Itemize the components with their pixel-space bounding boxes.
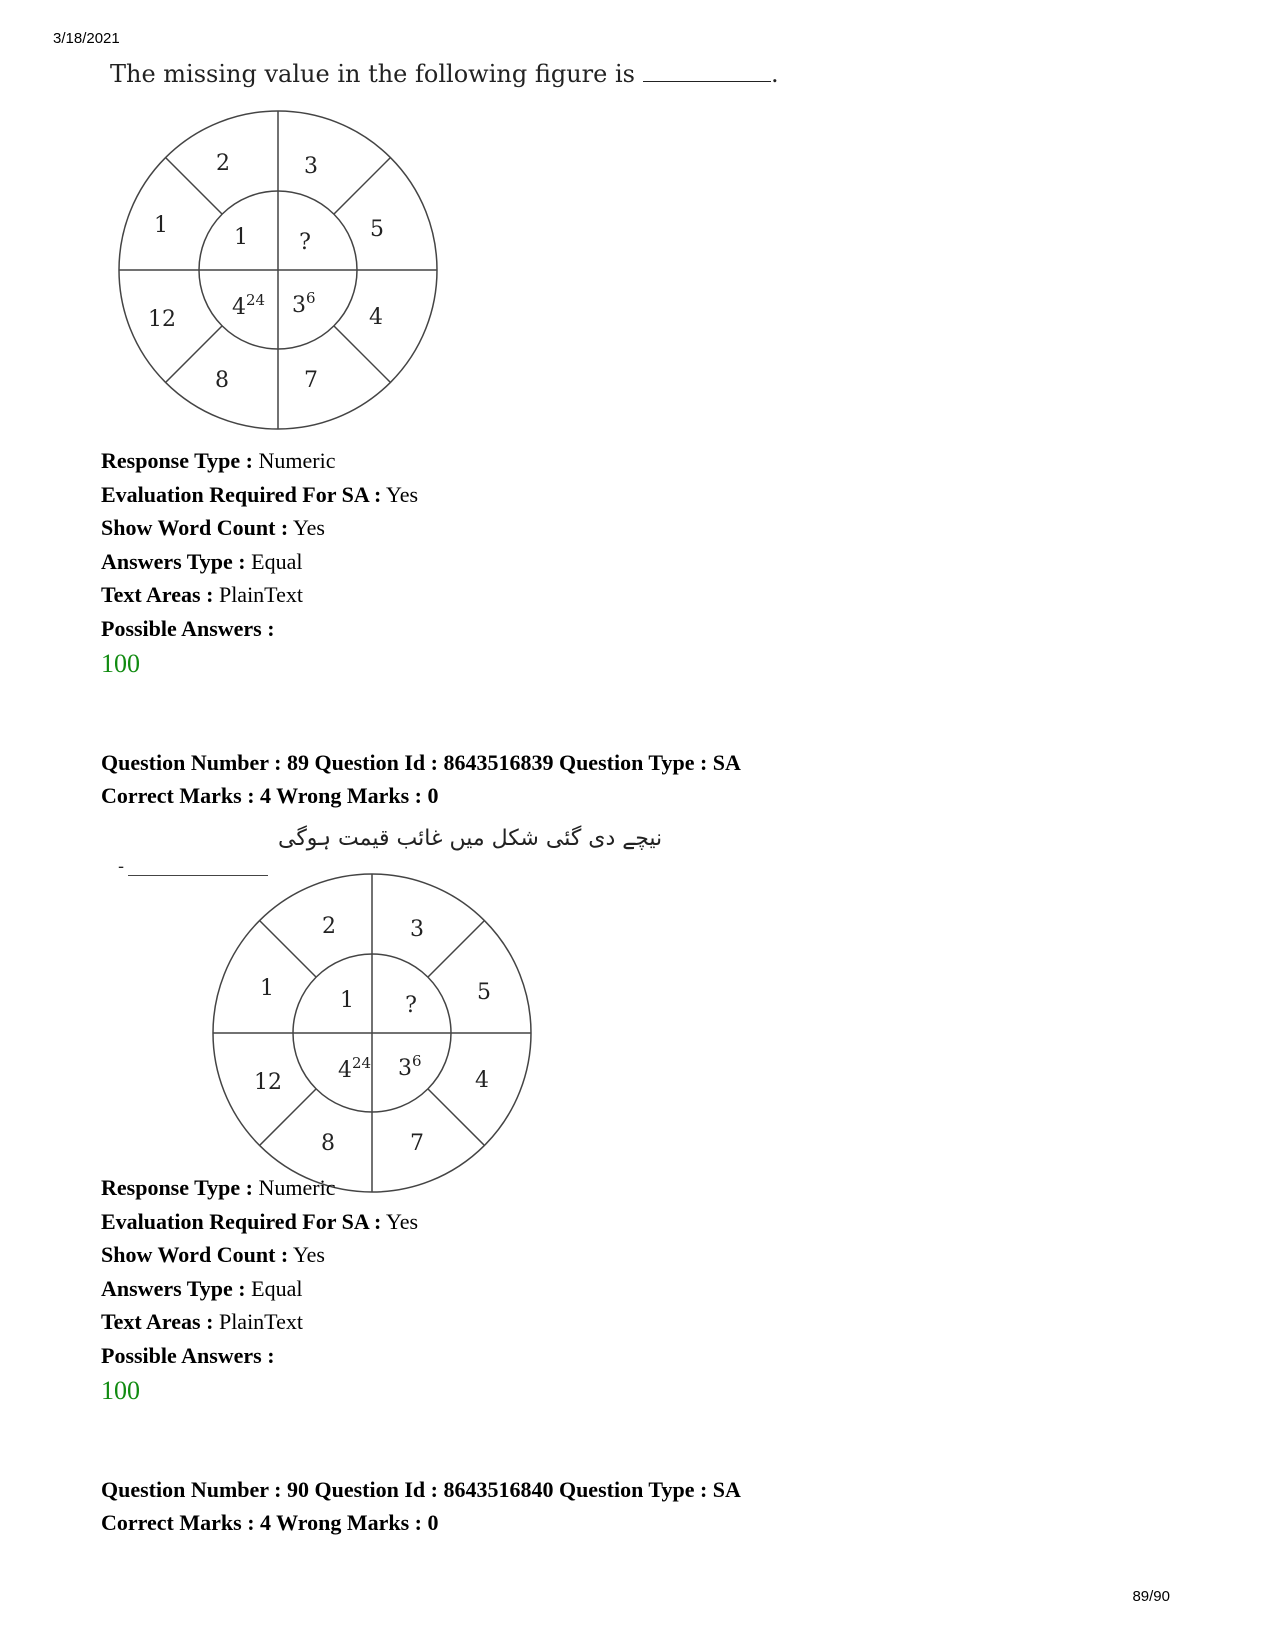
urdu-dash: - [118, 856, 125, 877]
exponent-value: 24 [246, 291, 266, 309]
outer-value: 4 [475, 1068, 489, 1093]
question-89-text [118, 826, 663, 877]
question-89-header [101, 746, 741, 812]
outer-value: 3 [410, 917, 424, 942]
outer-value: 5 [370, 217, 384, 242]
show-word-count-row [101, 1238, 418, 1272]
field-label: Response Type : [101, 1175, 253, 1200]
diagonal-divider [260, 1089, 316, 1145]
outer-value: 4 [369, 305, 383, 330]
outer-value: 1 [154, 213, 168, 238]
base-value: 4 [232, 295, 246, 320]
question-90-header [101, 1473, 741, 1539]
answers-type-row [101, 1272, 418, 1306]
outer-value: 2 [216, 151, 230, 176]
answer-blank-line [643, 81, 771, 82]
field-value: Numeric [258, 448, 336, 473]
outer-value: 8 [215, 368, 229, 393]
field-label: Show Word Count : [101, 1242, 289, 1267]
diagonal-divider [166, 326, 222, 382]
field-label: Answers Type : [101, 548, 246, 574]
evaluation-required-row [101, 1205, 418, 1239]
outer-value: 12 [254, 1070, 282, 1095]
field-label: Answers Type : [101, 1275, 246, 1301]
outer-value: 12 [148, 307, 176, 332]
field-value: Yes [386, 481, 419, 507]
question-88-period: . [770, 60, 779, 88]
diagonal-divider [166, 158, 222, 214]
outer-value: 5 [477, 980, 491, 1005]
inner-power-value [338, 1054, 371, 1083]
field-label: Response Type : [101, 448, 253, 473]
field-value: Equal [251, 1275, 303, 1301]
possible-answers-row [101, 1339, 418, 1373]
diagonal-divider [260, 921, 316, 977]
field-value: Numeric [258, 1175, 336, 1200]
question-88-figure [108, 108, 448, 438]
inner-value: 1 [234, 225, 248, 250]
outer-value: 7 [304, 368, 318, 393]
text-areas-row [101, 1305, 418, 1339]
outer-value: 8 [321, 1131, 335, 1156]
base-value: 4 [338, 1058, 352, 1083]
outer-value: 7 [410, 1131, 424, 1156]
field-label: Possible Answers : [101, 1342, 275, 1368]
inner-power-value [398, 1052, 422, 1081]
inner-power-value [292, 289, 316, 318]
exponent-value: 6 [412, 1052, 422, 1070]
field-value: Yes [386, 1208, 419, 1234]
question-89-id-line: Question Number : 89 Question Id : 8643516839 Question Type : SA [101, 750, 741, 775]
field-value: Yes [292, 1242, 325, 1267]
field-label: Show Word Count : [101, 515, 289, 540]
page-number: 89/90 [1132, 1588, 1170, 1605]
answers-type-row [101, 545, 418, 579]
field-value: PlainText [218, 582, 303, 607]
question-88-text [110, 60, 779, 88]
possible-answers-row [101, 612, 418, 646]
question-89-figure [202, 870, 542, 1200]
print-date: 3/18/2021 [53, 30, 120, 47]
diagonal-divider [428, 1089, 484, 1145]
diagonal-divider [428, 921, 484, 977]
evaluation-required-row [101, 478, 418, 512]
field-value: Yes [292, 515, 325, 540]
question-90-marks-line: Correct Marks : 4 Wrong Marks : 0 [101, 1510, 439, 1535]
inner-value: 1 [340, 988, 354, 1013]
diagonal-divider [334, 326, 390, 382]
question-88-prompt: The missing value in the following figure is [110, 60, 635, 88]
inner-missing-value: ? [405, 993, 417, 1018]
outer-value: 2 [322, 914, 336, 939]
exponent-value: 6 [306, 289, 316, 307]
outer-value: 3 [304, 154, 318, 179]
possible-answer-value: 100 [101, 1376, 140, 1405]
inner-missing-value: ? [299, 230, 311, 255]
response-type-row [101, 444, 418, 478]
question-90-id-line: Question Number : 90 Question Id : 8643516840 Question Type : SA [101, 1477, 741, 1502]
field-value: PlainText [218, 1309, 303, 1334]
question-88-meta [101, 444, 418, 683]
question-89-urdu-prompt: نیچے دی گئی شکل میں غائب قیمت ہوگی [278, 826, 663, 851]
inner-power-value [232, 291, 265, 320]
possible-answer-value: 100 [101, 649, 140, 678]
field-label: Evaluation Required For SA : [101, 481, 382, 507]
question-89-meta [101, 1171, 418, 1410]
text-areas-row [101, 578, 418, 612]
response-type-row [101, 1171, 418, 1205]
field-value: Equal [251, 548, 303, 574]
show-word-count-row [101, 511, 418, 545]
question-89-marks-line: Correct Marks : 4 Wrong Marks : 0 [101, 783, 439, 808]
outer-value: 1 [260, 976, 274, 1001]
field-label: Evaluation Required For SA : [101, 1208, 382, 1234]
diagonal-divider [334, 158, 390, 214]
field-label: Text Areas : [101, 582, 214, 607]
field-label: Possible Answers : [101, 615, 275, 641]
base-value: 3 [292, 293, 306, 318]
base-value: 3 [398, 1056, 412, 1081]
exponent-value: 24 [352, 1054, 372, 1072]
field-label: Text Areas : [101, 1309, 214, 1334]
